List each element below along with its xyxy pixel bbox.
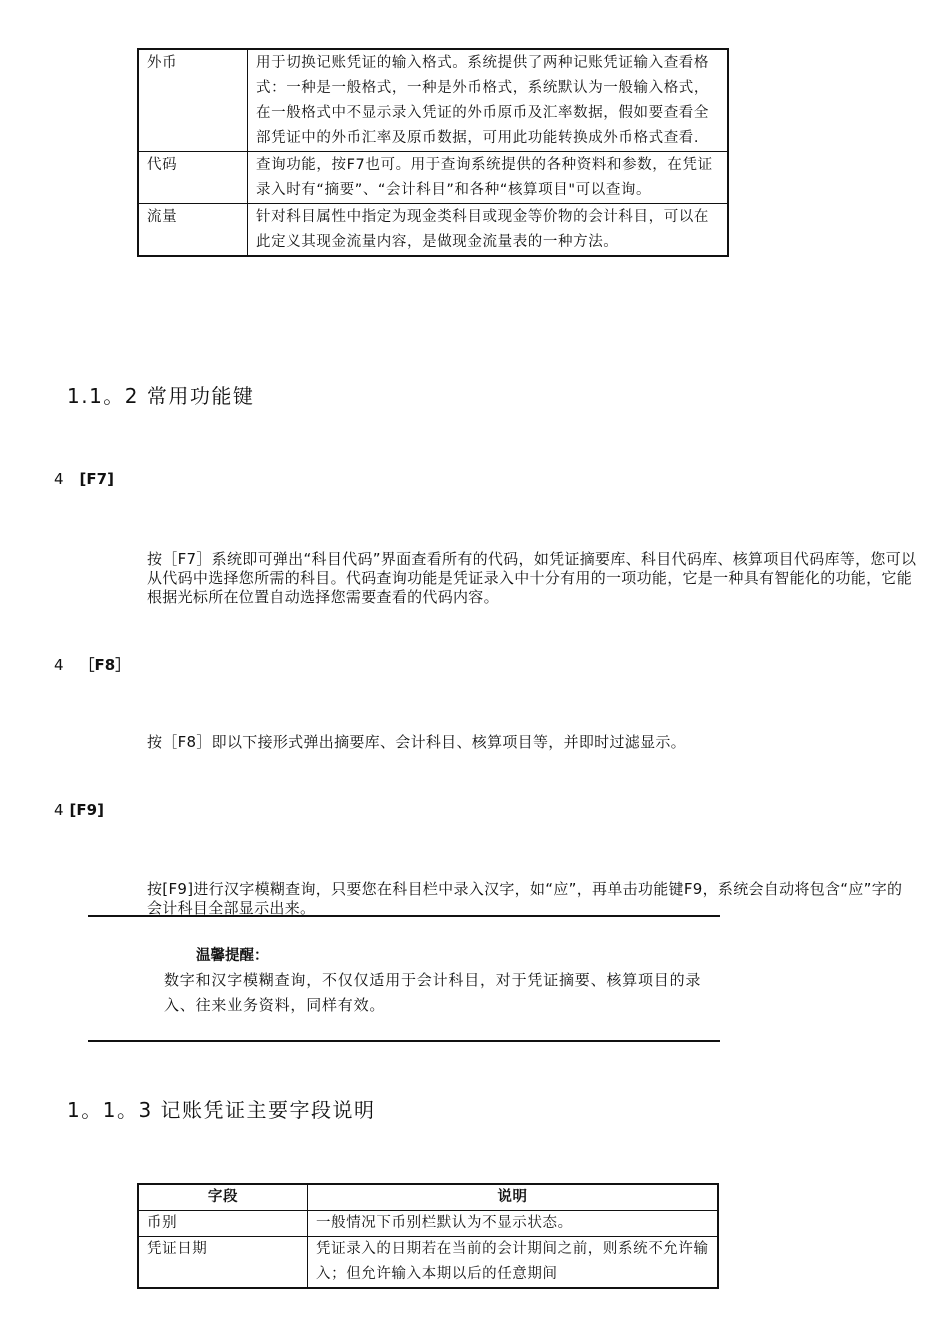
key-label: [F7] xyxy=(79,470,114,488)
table-cell-desc: 一般情况下币别栏默认为不显示状态。 xyxy=(308,1211,719,1237)
table-row xyxy=(138,1211,718,1237)
f7-description: 按［F7］系统即可弹出“科目代码”界面查看所有的代码，如凭证摘要库、科目代码库、核算项目代码库等，您可以从代码中选择您所需的科目。代码查询功能是凭证录入中十分有用的一项功能，它是一种具有智能化的功能，它能根据光标所在位置自动选择您需要查看的代码内容。 xyxy=(147,550,917,606)
key-label: ［F8］ xyxy=(79,656,131,674)
section-heading-113: 1。1。3 记账凭证主要字段说明 xyxy=(67,1098,376,1122)
table-cell-desc: 用于切换记账凭证的输入格式。系统提供了两种记账凭证输入查看格式：一种是一般格式，一种是外币格式，系统默认为一般输入格式，在一般格式中不显示录入凭证的外币原币及汇率数据，假如要查看全部凭证中的外币汇率及原币数据，可用此功能转换成外币格式查看. xyxy=(248,49,729,152)
bullet-number: 4 xyxy=(54,801,64,819)
table-cell-key: 代码 xyxy=(138,152,248,204)
table-cell-key: 凭证日期 xyxy=(138,1237,308,1289)
table-cell-desc: 查询功能，按F7也可。用于查询系统提供的各种资料和参数，在凭证录入时有“摘要”、“会计科目”和各种“核算项目"可以查询。 xyxy=(248,152,729,204)
table-row xyxy=(138,49,728,152)
tip-bottom-rule xyxy=(88,1040,720,1042)
key-heading-f9 xyxy=(54,801,104,819)
section-heading-112: 1.1。2 常用功能键 xyxy=(67,384,255,408)
table-cell-key: 外币 xyxy=(138,49,248,152)
table-row xyxy=(138,152,728,204)
table-cell-desc: 凭证录入的日期若在当前的会计期间之前，则系统不允许输入；但允许输入本期以后的任意期间 xyxy=(308,1237,719,1289)
tip-body: 数字和汉字模糊查询，不仅仅适用于会计科目，对于凭证摘要、核算项目的录入、往来业务资料，同样有效。 xyxy=(164,971,702,1014)
bullet-number: 4 xyxy=(54,470,64,488)
table-cell-key: 流量 xyxy=(138,204,248,257)
f8-description: 按［F8］即以下接形式弹出摘要库、会计科目、核算项目等，并即时过滤显示。 xyxy=(147,733,686,751)
bullet-number: 4 xyxy=(54,656,64,674)
table-header-row xyxy=(138,1184,718,1211)
column-header: 字段 xyxy=(138,1184,308,1211)
tip-top-rule xyxy=(88,915,720,917)
tip-title: 温馨提醒： xyxy=(196,948,269,964)
table-cell-desc: 针对科目属性中指定为现金类科目或现金等价物的会计科目，可以在此定义其现金流量内容，是做现金流量表的一种方法。 xyxy=(248,204,729,257)
f9-description: 按[F9]进行汉字模糊查询，只要您在科目栏中录入汉字，如“应”，再单击功能键F9，系统会自动将包含“应”字的会计科目全部显示出来。 xyxy=(147,880,903,917)
table-row xyxy=(138,204,728,257)
key-heading-f8 xyxy=(54,654,130,675)
column-header: 说明 xyxy=(308,1184,719,1211)
table-row xyxy=(138,1237,718,1289)
key-heading-f7 xyxy=(54,470,114,488)
key-label: [F9] xyxy=(69,801,104,819)
field-description-table xyxy=(137,1183,719,1289)
top-feature-table xyxy=(137,48,729,257)
table-cell-key: 币别 xyxy=(138,1211,308,1237)
